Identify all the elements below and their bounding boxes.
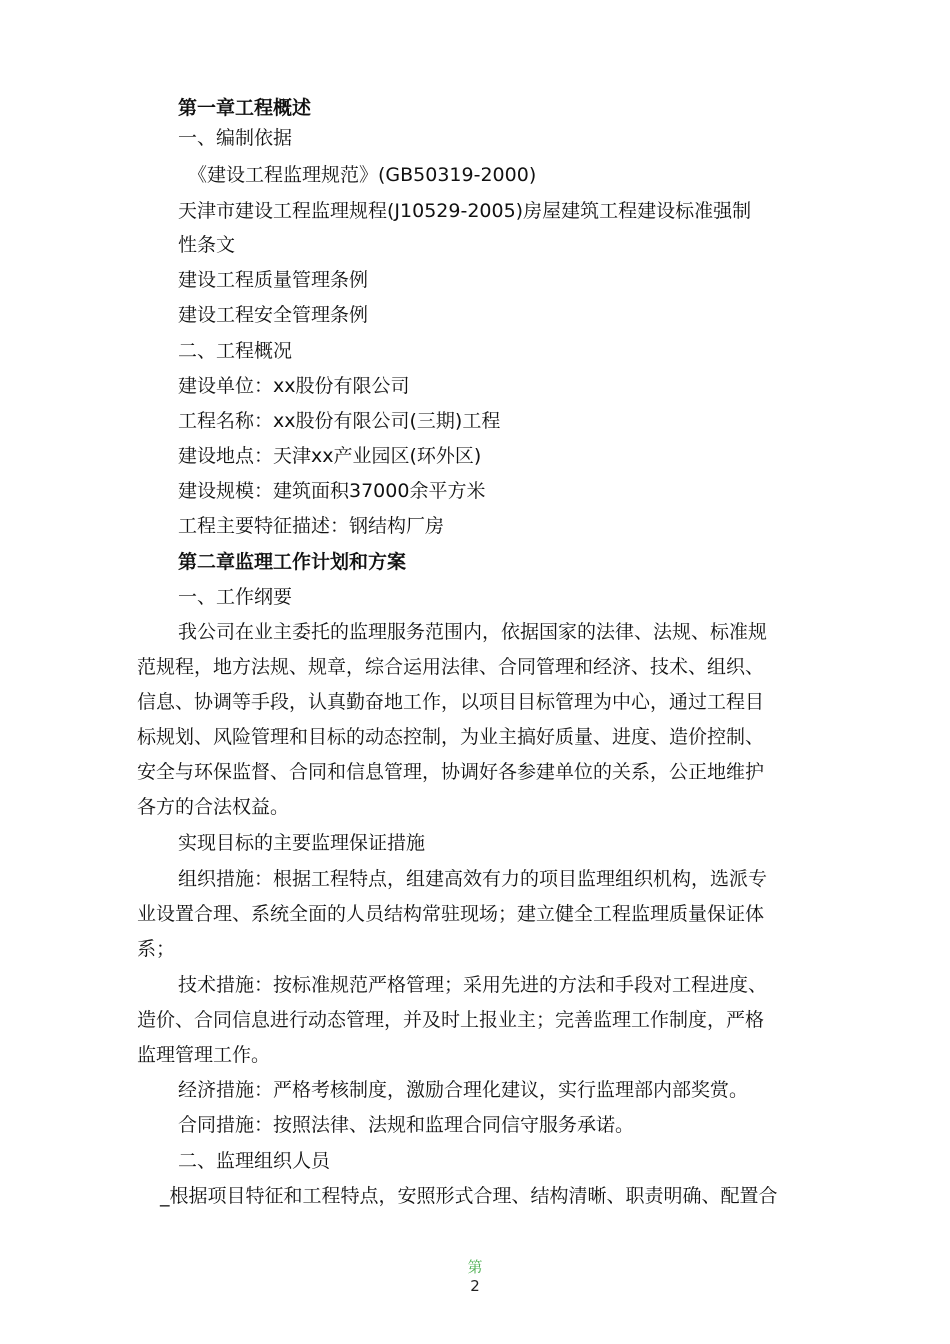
paragraph-line: 组织措施：根据工程特点，组建高效有力的项目监理组织机构，选派专 [178,868,768,890]
paragraph-line: _根据项目特征和工程特点，安照形式合理、结构清晰、职责明确、配置合 [160,1185,778,1207]
paragraph-line: 经济措施：严格考核制度，激励合理化建议，实行监理部内部奖赏。 [178,1079,749,1101]
overview-item: 建设单位：xx股份有限公司 [178,375,410,397]
basis-item: 天津市建设工程监理规程(J10529-2005)房屋建筑工程建设标准强制 [178,200,752,222]
overview-item: 建设规模：建筑面积37000余平方米 [178,480,486,502]
basis-item: 《建设工程监理规范》(GB50319-2000) [188,164,537,186]
paragraph-line: 业设置合理、系统全面的人员结构常驻现场；建立健全工程监理质量保证体 [137,903,765,925]
overview-item: 工程名称：xx股份有限公司(三期)工程 [178,410,501,432]
paragraph-line: 造价、合同信息进行动态管理，并及时上报业主；完善监理工作制度，严格 [137,1009,765,1031]
paragraph-line: 我公司在业主委托的监理服务范围内，依据国家的法律、法规、标准规 [178,621,768,643]
paragraph-line: 监理管理工作。 [137,1044,271,1066]
section-heading-personnel: 二、监理组织人员 [178,1150,331,1172]
basis-item: 建设工程安全管理条例 [178,304,369,326]
section-heading-outline: 一、工作纲要 [178,586,293,608]
paragraph-line: 标规划、风险管理和目标的动态控制，为业主搞好质量、进度、造价控制、 [137,726,765,748]
paragraph-line: 系； [137,938,176,960]
paragraph-line: 各方的合法权益。 [137,796,290,818]
basis-item: 性条文 [178,234,236,256]
paragraph-line: 范规程，地方法规、规章，综合运用法律、合同管理和经济、技术、组织、 [137,656,765,678]
page-number: 2 [470,1277,480,1295]
paragraph-line: 合同措施：按照法律、法规和监理合同信守服务承诺。 [178,1114,635,1136]
paragraph-line: 信息、协调等手段，认真勤奋地工作，以项目目标管理为中心，通过工程目 [137,691,765,713]
overview-item: 工程主要特征描述：钢结构厂房 [178,515,445,537]
paragraph-line: 安全与环保监督、合同和信息管理，协调好各参建单位的关系，公正地维护 [137,761,765,783]
section-heading-basis: 一、编制依据 [178,127,293,149]
measures-heading: 实现目标的主要监理保证措施 [178,832,426,854]
paragraph-line: 技术措施：按标准规范严格管理；采用先进的方法和手段对工程进度、 [178,974,768,996]
basis-item: 建设工程质量管理条例 [178,269,369,291]
overview-item: 建设地点：天津xx产业园区(环外区) [178,445,482,467]
chapter1-title: 第一章工程概述 [178,97,312,119]
section-heading-overview: 二、工程概况 [178,340,293,362]
chapter2-title: 第二章监理工作计划和方案 [178,551,407,573]
page-footer-label: 第 [467,1258,483,1276]
